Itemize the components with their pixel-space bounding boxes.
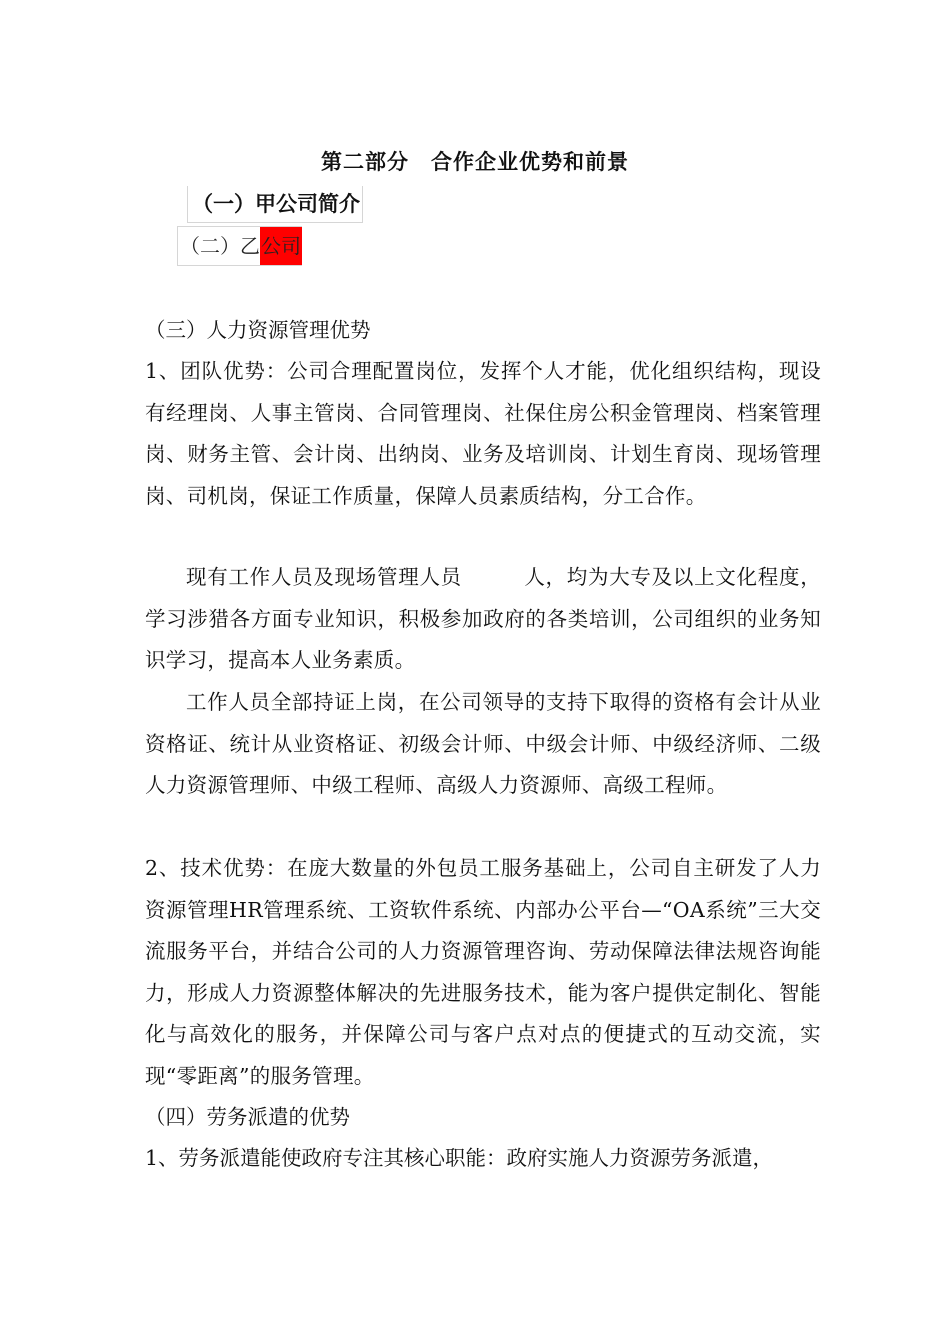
paragraph-team-advantage: 1、团队优势：公司合理配置岗位，发挥个人才能，优化组织结构，现设有经理岗、人事主管岗、合同管理岗、社保住房公积金管理岗、档案管理岗、财务主管、会计岗、出纳岗、业务及培训岗、计划生育岗、现场管理岗、司机岗，保证工作质量，保障人员素质结构，分工合作。 xyxy=(145,359,821,508)
section-heading-2-prefix: （二）乙 xyxy=(180,234,260,258)
doc-title: 第二部分 合作企业优势和前景 xyxy=(321,150,629,174)
paragraph-certifications: 工作人员全部持证上岗，在公司领导的支持下取得的资格有会计从业资格证、统计从业资格证、初级会计师、中级会计师、中级经济师、二级人力资源管理师、中级工程师、高级人力资源师、高级工程师。 xyxy=(145,690,821,797)
paragraph-staff-part-b: 人，均为大专及以上文化程度，学习涉猎各方面专业知识，积极参加政府的各类培训，公司组织的业务知识学习，提高本人业务素质。 xyxy=(145,565,821,672)
paragraph-staff xyxy=(145,557,821,682)
highlighted-text: 公司 xyxy=(260,227,302,265)
paragraph-dispatch-1: 1、劳务派遣能使政府专注其核心职能：政府实施人力资源劳务派遣， xyxy=(145,1146,774,1170)
section-heading-4: （四）劳务派遣的优势 xyxy=(145,1105,350,1129)
section-heading-1: （一）甲公司简介 xyxy=(187,186,363,223)
section-heading-3: （三）人力资源管理优势 xyxy=(145,318,371,342)
paragraph-staff-part-a: 现有工作人员及现场管理人员 xyxy=(186,565,462,589)
section-heading-2 xyxy=(177,226,302,266)
paragraph-tech-advantage: 2、技术优势：在庞大数量的外包员工服务基础上，公司自主研发了人力资源管理HR管理系统、工资软件系统、内部办公平台—“OA系统”三大交流服务平台，并结合公司的人力资源管理咨询、劳动保障法律法规咨询能力，形成人力资源整体解决的先进服务技术，能为客户提供定制化、智能化与高效化的服务，并保障公司与客户点对点的便捷式的互动交流，实现“零距离”的服务管理。 xyxy=(145,856,821,1088)
